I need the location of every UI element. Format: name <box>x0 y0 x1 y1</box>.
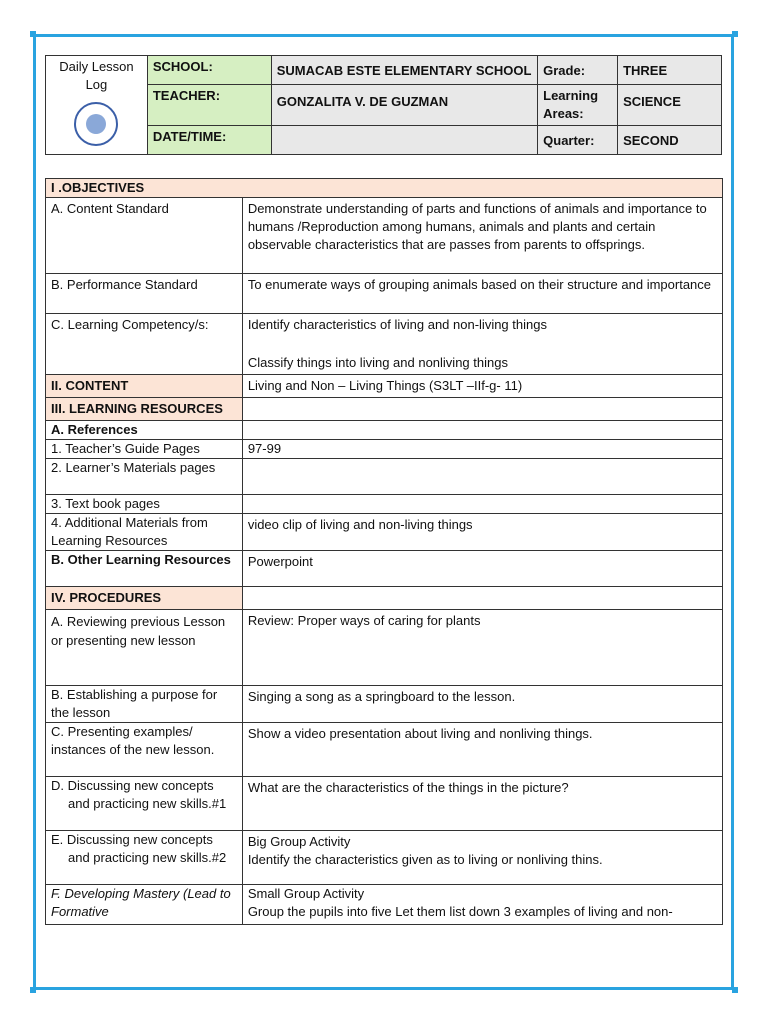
procedure-e-line-2: Identify the characteristics given as to living or nonliving thins. <box>247 852 603 867</box>
procedure-d-label: D. Discussing new concepts and practicing new skills.#1 <box>46 777 243 831</box>
frame-corner <box>30 987 36 993</box>
additional-materials-label: 4. Additional Materials from Learning Resources <box>46 514 243 551</box>
datetime-value <box>271 126 537 155</box>
procedure-b-value: Singing a song as a springboard to the lesson. <box>242 686 722 723</box>
competency-line-2: Classify things into living and nonliving things <box>247 355 508 370</box>
procedure-d-value: What are the characteristics of the things in the picture? <box>242 777 722 831</box>
content-standard-label: A. Content Standard <box>46 198 243 274</box>
teacher-value: GONZALITA V. DE GUZMAN <box>271 85 537 126</box>
procedure-a-label: A. Reviewing previous Lesson or presenting new lesson <box>46 610 243 686</box>
textbook-label: 3. Text book pages <box>46 495 243 514</box>
content-value: Living and Non – Living Things (S3LT –IIf-g- 11) <box>242 375 722 398</box>
frame-corner <box>732 31 738 37</box>
procedure-c-value: Show a video presentation about living and nonliving things. <box>242 723 722 777</box>
school-label: SCHOOL: <box>147 56 271 85</box>
learning-areas-value: SCIENCE <box>618 85 722 126</box>
learning-areas-label: Learning Areas: <box>538 85 618 126</box>
performance-standard-value: To enumerate ways of grouping animals based on their structure and importance <box>242 274 722 314</box>
procedure-e-value <box>242 831 722 885</box>
deped-seal-icon <box>74 102 118 146</box>
competency-value <box>242 314 722 375</box>
section-objectives: I .OBJECTIVES <box>46 179 723 198</box>
empty-cell <box>242 398 722 421</box>
empty-cell <box>242 587 722 610</box>
procedure-e-label: E. Discussing new concepts and practicing new skills.#2 <box>46 831 243 885</box>
procedure-f-value <box>242 885 722 925</box>
competency-label: C. Learning Competency/s: <box>46 314 243 375</box>
lesson-table <box>45 178 723 925</box>
learners-materials-label: 2. Learner’s Materials pages <box>46 459 243 495</box>
frame-corner <box>732 987 738 993</box>
teachers-guide-label: 1. Teacher’s Guide Pages <box>46 440 243 459</box>
procedure-f-line-2: Group the pupils into five Let them list down 3 examples of living and non- <box>247 904 673 919</box>
grade-value: THREE <box>618 56 722 85</box>
performance-standard-label: B. Performance Standard <box>46 274 243 314</box>
teachers-guide-value: 97-99 <box>242 440 722 459</box>
other-resources-value: Powerpoint <box>242 551 722 587</box>
procedure-c-label: C. Presenting examples/ instances of the new lesson. <box>46 723 243 777</box>
procedure-f-label: F. Developing Mastery (Lead to Formative <box>46 885 243 925</box>
section-procedures: IV. PROCEDURES <box>46 587 243 610</box>
school-value: SUMACAB ESTE ELEMENTARY SCHOOL <box>271 56 537 85</box>
quarter-label: Quarter: <box>538 126 618 155</box>
empty-cell <box>242 421 722 440</box>
quarter-value: SECOND <box>618 126 722 155</box>
section-content: II. CONTENT <box>46 375 243 398</box>
datetime-label: DATE/TIME: <box>147 126 271 155</box>
additional-materials-value: video clip of living and non-living things <box>242 514 722 551</box>
procedure-a-value: Review: Proper ways of caring for plants <box>242 610 722 686</box>
procedure-e-line-1: Big Group Activity <box>247 834 351 849</box>
header-table <box>45 55 722 155</box>
empty-cell <box>242 459 722 495</box>
procedure-b-label: B. Establishing a purpose for the lesson <box>46 686 243 723</box>
logo-cell <box>46 56 148 155</box>
empty-cell <box>242 495 722 514</box>
section-learning-resources: III. LEARNING RESOURCES <box>46 398 243 421</box>
content-standard-value: Demonstrate understanding of parts and functions of animals and importance to humans /Reproduction among humans, animals and plants and certain observable characteristics that are passes from parents to offsprings. <box>242 198 722 274</box>
competency-line-1: Identify characteristics of living and non-living things <box>247 317 547 332</box>
teacher-label: TEACHER: <box>147 85 271 126</box>
references-label: A. References <box>46 421 243 440</box>
daily-lesson-log-title: Daily Lesson Log <box>59 59 134 92</box>
grade-label: Grade: <box>538 56 618 85</box>
procedure-f-line-1: Small Group Activity <box>247 886 365 901</box>
frame-corner <box>30 31 36 37</box>
other-resources-label: B. Other Learning Resources <box>46 551 243 587</box>
